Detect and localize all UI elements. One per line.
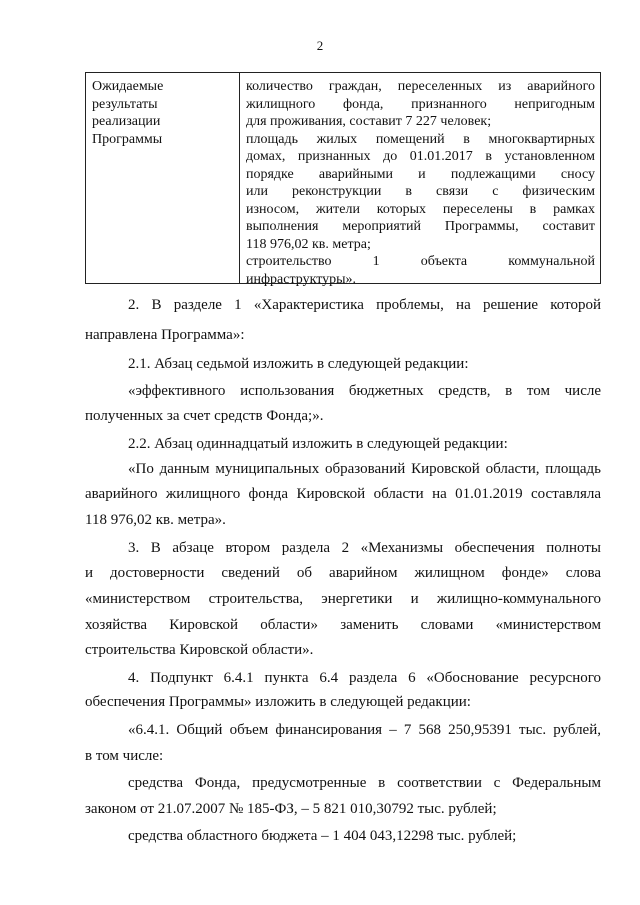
body-line: «эффективного использования бюджетных средств, в том числе [128,383,601,399]
value-line: площадь жилых помещений в многоквартирных [246,131,595,147]
body-line: 2. В разделе 1 «Характеристика проблемы, на решение которой [128,297,601,313]
value-line: износом, жители которых переселены в рамках [246,201,595,217]
value-line: жилищного фонда, признанного непригодным [246,96,595,112]
value-line: 118 976,02 кв. метра; [246,236,371,252]
body-line: средства Фонда, предусмотренные в соответствии с Федеральным [128,775,601,791]
table-label-cell [92,78,234,148]
label-line: Ожидаемые [92,79,164,94]
body-line: в том числе: [85,748,164,764]
body-line: полученных за счет средств Фонда;». [85,408,324,424]
table-column-divider [239,73,240,283]
value-line: строительство 1 объекта коммунальной [246,254,595,269]
table-value-cell [246,78,595,288]
label-line: результаты [92,96,158,112]
body-line: 4. Подпункт 6.4.1 пункта 6.4 раздела 6 «Обоснование ресурсного [128,670,601,686]
value-line: порядке аварийными и подлежащими сносу [246,166,595,182]
body-line: 2.1. Абзац седьмой изложить в следующей редакции: [128,356,469,372]
value-line: для проживания, составит 7 227 человек; [246,114,492,129]
expected-results-table [85,72,601,287]
body-line: строительства Кировской области». [85,642,314,658]
body-line: «По данным муниципальных образований Кировской области, площадь [128,461,601,477]
body-line: 3. В абзаце втором раздела 2 «Механизмы обеспечения полноты [128,540,601,556]
body-line: 2.2. Абзац одиннадцатый изложить в следующей редакции: [128,436,508,452]
body-line: 118 976,02 кв. метра». [85,512,226,528]
value-line: инфраструктуры». [246,271,357,287]
body-line: аварийного жилищного фонда Кировской области на 01.01.2019 составляла [85,486,601,502]
value-line: или реконструкции в связи с физическим [246,184,595,199]
body-line: обеспечения Программы» изложить в следующей редакции: [85,694,471,710]
value-line: домах, признанных до 01.01.2017 в установленном [246,149,595,164]
label-line: реализации [92,114,161,129]
body-line: и достоверности сведений об аварийном жилищном фонде» слова [85,565,601,581]
value-line: выполнения мероприятий Программы, составит [246,219,595,234]
page-number: 2 [316,38,324,53]
value-line: количество граждан, переселенных из аварийного [246,79,595,94]
body-line: средства областного бюджета – 1 404 043,12298 тыс. рублей; [128,828,517,844]
body-line: хозяйства Кировской области» заменить словами «министерством [85,617,601,633]
label-line: Программы [92,131,163,147]
body-line: «6.4.1. Общий объем финансирования – 7 568 250,95391 тыс. рублей, [128,722,601,738]
body-line: направлена Программа»: [85,327,245,343]
body-line: законом от 21.07.2007 № 185-ФЗ, – 5 821 010,30792 тыс. рублей; [85,801,497,817]
body-line: «министерством строительства, энергетики и жилищно-коммунального [85,591,601,607]
